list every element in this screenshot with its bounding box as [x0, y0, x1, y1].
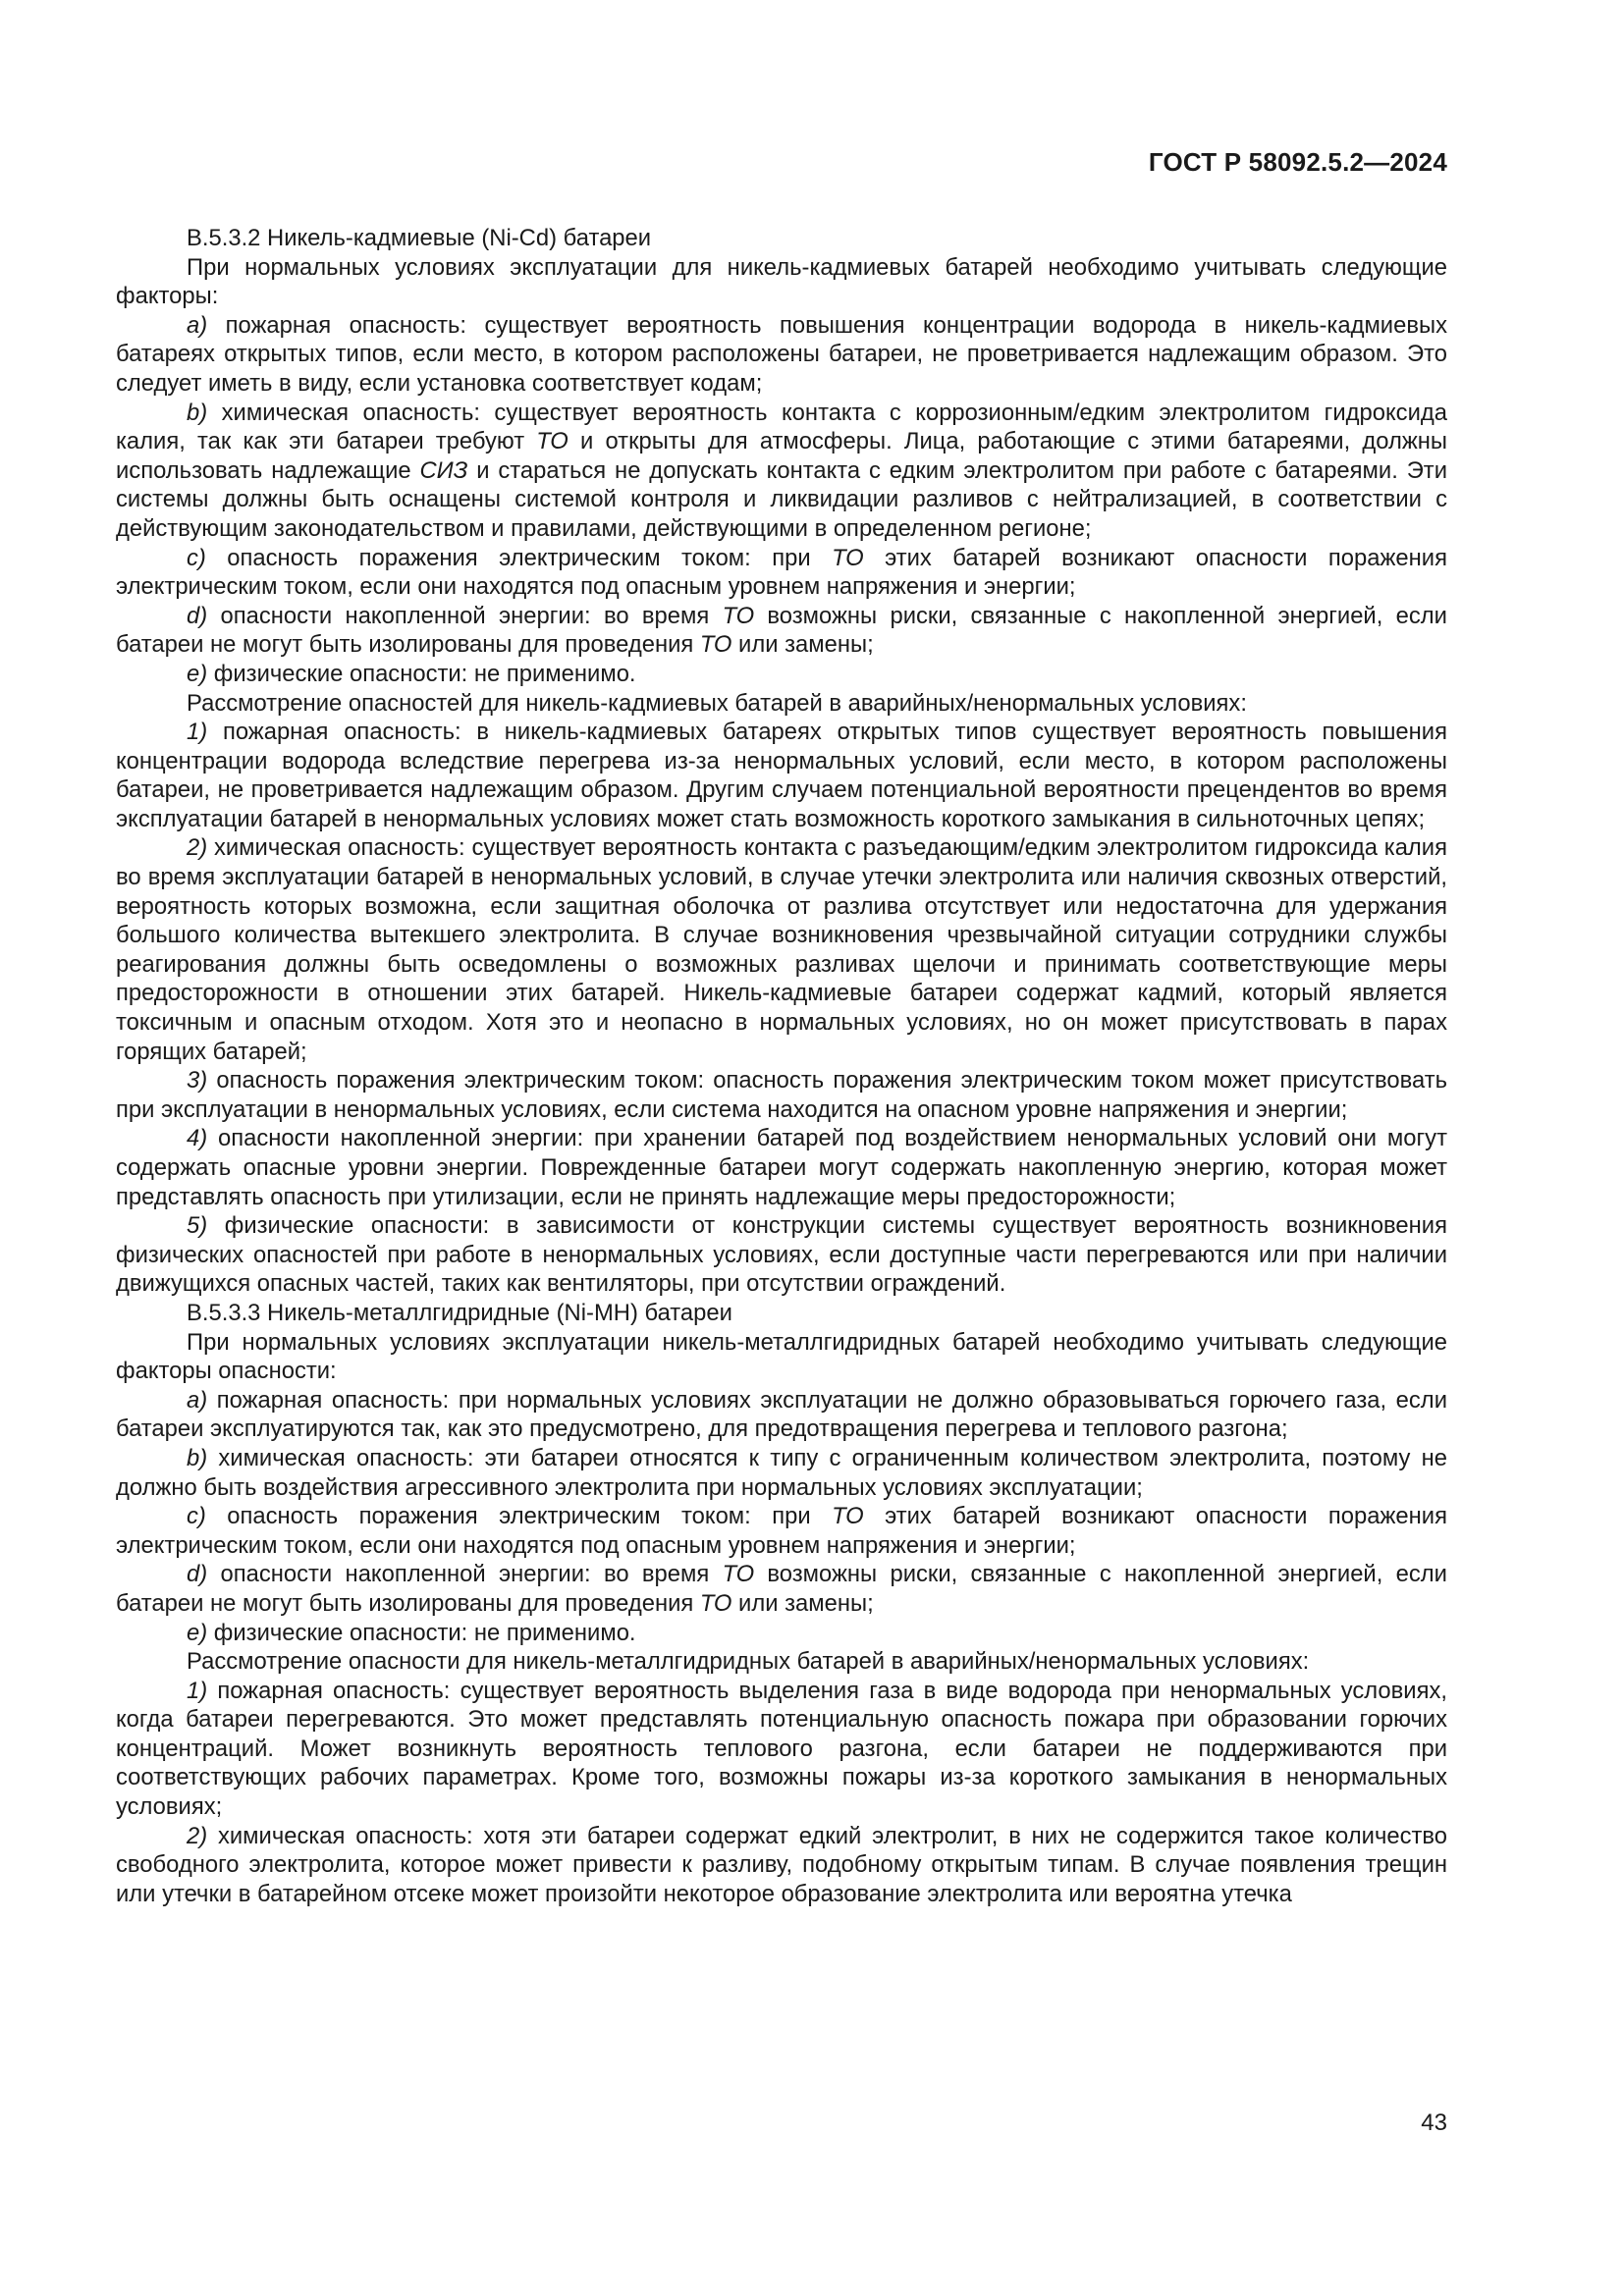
paragraph-text: Рассмотрение опасности для никель-металлгидридных батарей в аварийных/ненормальных условиях: [187, 1648, 1310, 1676]
list-marker: 2) [187, 834, 208, 862]
list-item [116, 602, 1447, 660]
paragraph-text: химическая опасность: хотя эти батареи содержат едкий электролит, в них не содержится такое количество свободного электролита, которое может привести к разливу, подобному открытым типам. В случае появления трещин или утечки в батарейном отсеке может произойти некоторое образование электролита или вероятна утечка [116, 1822, 1447, 1907]
list-marker: e) [187, 1619, 208, 1646]
list-marker: c) [187, 1503, 206, 1530]
list-marker: 4) [187, 1125, 208, 1152]
list-marker: d) [187, 602, 208, 629]
list-item [116, 399, 1447, 544]
paragraph [116, 1647, 1447, 1677]
paragraph-text: или замены; [731, 1589, 874, 1617]
paragraph-text: В.5.3.2 Никель-кадмиевые (Ni-Cd) батареи [187, 225, 652, 251]
list-item [116, 1211, 1447, 1299]
document-body [116, 224, 1447, 1908]
list-item [116, 1822, 1447, 1909]
paragraph-text: и открыты для атмосферы. Лица, работающие с этими батареями, должны использовать надлежащие [116, 428, 1448, 484]
paragraph-text: этих батарей возникают опасности поражения электрическим током, если они находятся под опасным уровнем напряжения и энергии; [116, 544, 1447, 601]
list-item [116, 1502, 1447, 1560]
list-item [116, 660, 1447, 689]
paragraph-text: возможны риски, связанные с накопленной энергией, если батареи не могут быть изолированы для проведения [116, 602, 1447, 659]
list-item [116, 1386, 1447, 1444]
list-marker: 3) [187, 1067, 208, 1095]
paragraph-text: химическая опасность: существует вероятность контакта с коррозионным/едким электролитом гидроксида калия, так как эти батареи требуют [116, 399, 1447, 455]
paragraph-text: возможны риски, связанные с накопленной энергией, если батареи не могут быть изолированы для проведения [116, 1561, 1447, 1617]
page-number: 43 [1421, 2109, 1447, 2136]
paragraph-text: химическая опасность: эти батареи относятся к типу с ограниченным количеством электролита, поэтому не должно быть воздействия агрессивного электролита при нормальных условиях эксплуатации; [116, 1444, 1447, 1501]
list-marker: d) [187, 1561, 208, 1588]
paragraph-text: физические опасности: не применимо. [213, 660, 636, 687]
list-marker: b) [187, 1444, 208, 1471]
list-item [116, 1677, 1447, 1822]
list-item [116, 1124, 1447, 1211]
list-item [116, 1560, 1447, 1618]
italic-abbreviation: ТО [699, 631, 732, 659]
paragraph-text: При нормальных условиях эксплуатации никель-металлгидридных батарей необходимо учитывать следующие факторы опасности: [116, 1328, 1447, 1385]
paragraph-text: В.5.3.3 Никель-металлгидридные (Ni-MH) батареи [187, 1299, 732, 1326]
paragraph-text: и стараться не допускать контакта с едким электролитом при работе с батареями. Эти системы должны быть оснащены системой контроля и ликвидации разливов с нейтрализацией, в соответствии с действующим законодательством и правилами, действующими в определенном регионе; [116, 456, 1448, 542]
paragraph-text: пожарная опасность: в никель-кадмиевых батареях открытых типов существует вероятность повышения концентрации водорода вследствие перегрева из-за ненормальных условий, если место, в котором расположены батареи, не проветривается надлежащим образом. Другим случаем потенциальной вероятности прецендентов во время эксплуатации батарей в ненормальных условиях может стать возможность короткого замыкания в сильноточных цепях; [116, 719, 1447, 832]
list-item [116, 833, 1447, 1066]
list-item [116, 1619, 1447, 1648]
paragraph-text: химическая опасность: существует вероятность контакта с разъедающим/едким электролитом гидроксида калия во время эксплуатации батарей в ненормальных условий, в случае утечки электролита или наличия сквозных отверстий, вероятность которых возможна, если защитная оболочка от разлива отсутствует или недостаточна для удержания большого количества вытекшего электролита. В случае возникновения чрезвычайной ситуации сотрудники службы реагирования должны быть осведомлены о возможных разливах щелочи и принимать соответствующие меры предосторожности в отношении этих батарей. Никель-кадмиевые батареи содержат кадмий, который является токсичным и опасным отходом. Хотя это и неопасно в нормальных условиях, но он может присутствовать в парах горящих батарей; [116, 834, 1447, 1065]
list-marker: 1) [187, 1677, 208, 1704]
paragraph-text: Рассмотрение опасностей для никель-кадмиевых батарей в аварийных/ненормальных условиях: [187, 689, 1247, 717]
list-marker: a) [187, 311, 208, 339]
italic-abbreviation: ТО [536, 428, 568, 455]
italic-abbreviation: ТО [722, 602, 755, 629]
list-marker: b) [187, 399, 208, 426]
paragraph-text: опасность поражения электрическим током: опасность поражения электрическим током может присутствовать при эксплуатации в ненормальных условиях, если система находится на опасном уровне напряжения и энергии; [116, 1067, 1448, 1123]
paragraph [116, 224, 1447, 253]
paragraph-text: опасность поражения электрическим током: при [227, 544, 833, 571]
list-marker: a) [187, 1386, 208, 1414]
italic-abbreviation: ТО [722, 1561, 755, 1588]
paragraph-text: пожарная опасность: при нормальных условиях эксплуатации не должно образовываться горючего газа, если батареи эксплуатируются так, как это предусмотрено, для предотвращения перегрева и теплового разгона; [116, 1386, 1447, 1443]
paragraph-text: или замены; [731, 631, 874, 659]
list-marker: e) [187, 660, 208, 687]
list-marker: 2) [187, 1822, 208, 1849]
paragraph-text: физические опасности: не применимо. [213, 1619, 636, 1646]
paragraph-text: опасность поражения электрическим током: при [227, 1503, 833, 1530]
paragraph-text: этих батарей возникают опасности поражения электрическим током, если они находятся под опасным уровнем напряжения и энергии; [116, 1503, 1447, 1559]
paragraph [116, 1328, 1447, 1386]
list-marker: 1) [187, 719, 208, 746]
paragraph-text: пожарная опасность: существует вероятность выделения газа в виде водорода при ненормальных условиях, когда батареи перегреваются. Это может представлять потенциальную опасность пожара при образовании горючих концентраций. Может возникнуть вероятность теплового разгона, если батареи не поддерживаются при соответствующих рабочих параметрах. Кроме того, возможны пожары из-за короткого замыкания в ненормальных условиях; [116, 1677, 1447, 1821]
italic-abbreviation: ТО [832, 544, 864, 571]
document-header: ГОСТ Р 58092.5.2—2024 [1148, 147, 1447, 177]
paragraph-text: опасности накопленной энергии: при хранении батарей под воздействием ненормальных условий они могут содержать опасные уровни энергии. Поврежденные батареи могут содержать накопленную энергию, которая может представлять опасность при утилизации, если не принять надлежащие меры предосторожности; [116, 1125, 1447, 1210]
italic-abbreviation: ТО [699, 1589, 732, 1617]
paragraph-text: При нормальных условиях эксплуатации для никель-кадмиевых батарей необходимо учитывать следующие факторы: [116, 253, 1447, 310]
paragraph [116, 253, 1447, 311]
list-item [116, 718, 1447, 833]
list-marker: 5) [187, 1212, 208, 1240]
paragraph [116, 689, 1447, 719]
list-item [116, 544, 1447, 602]
paragraph-text: опасности накопленной энергии: во время [220, 1561, 723, 1588]
list-item [116, 1444, 1447, 1502]
list-marker: c) [187, 544, 206, 571]
italic-abbreviation: ТО [832, 1503, 864, 1530]
list-item [116, 1066, 1447, 1124]
paragraph-text: пожарная опасность: существует вероятность повышения концентрации водорода в никель-кадмиевых батареях открытых типов, если место, в котором расположены батареи, не проветривается надлежащим образом. Это следует иметь в виду, если установка соответствует кодам; [116, 311, 1447, 397]
paragraph-text: опасности накопленной энергии: во время [220, 602, 723, 629]
paragraph [116, 1299, 1447, 1328]
paragraph-text: физические опасности: в зависимости от конструкции системы существует вероятность возникновения физических опасностей при работе в ненормальных условиях, если доступные части перегреваются или при наличии движущихся опасных частей, таких как вентиляторы, при отсутствии ограждений. [116, 1212, 1447, 1298]
italic-abbreviation: СИЗ [419, 456, 468, 484]
list-item [116, 311, 1447, 399]
